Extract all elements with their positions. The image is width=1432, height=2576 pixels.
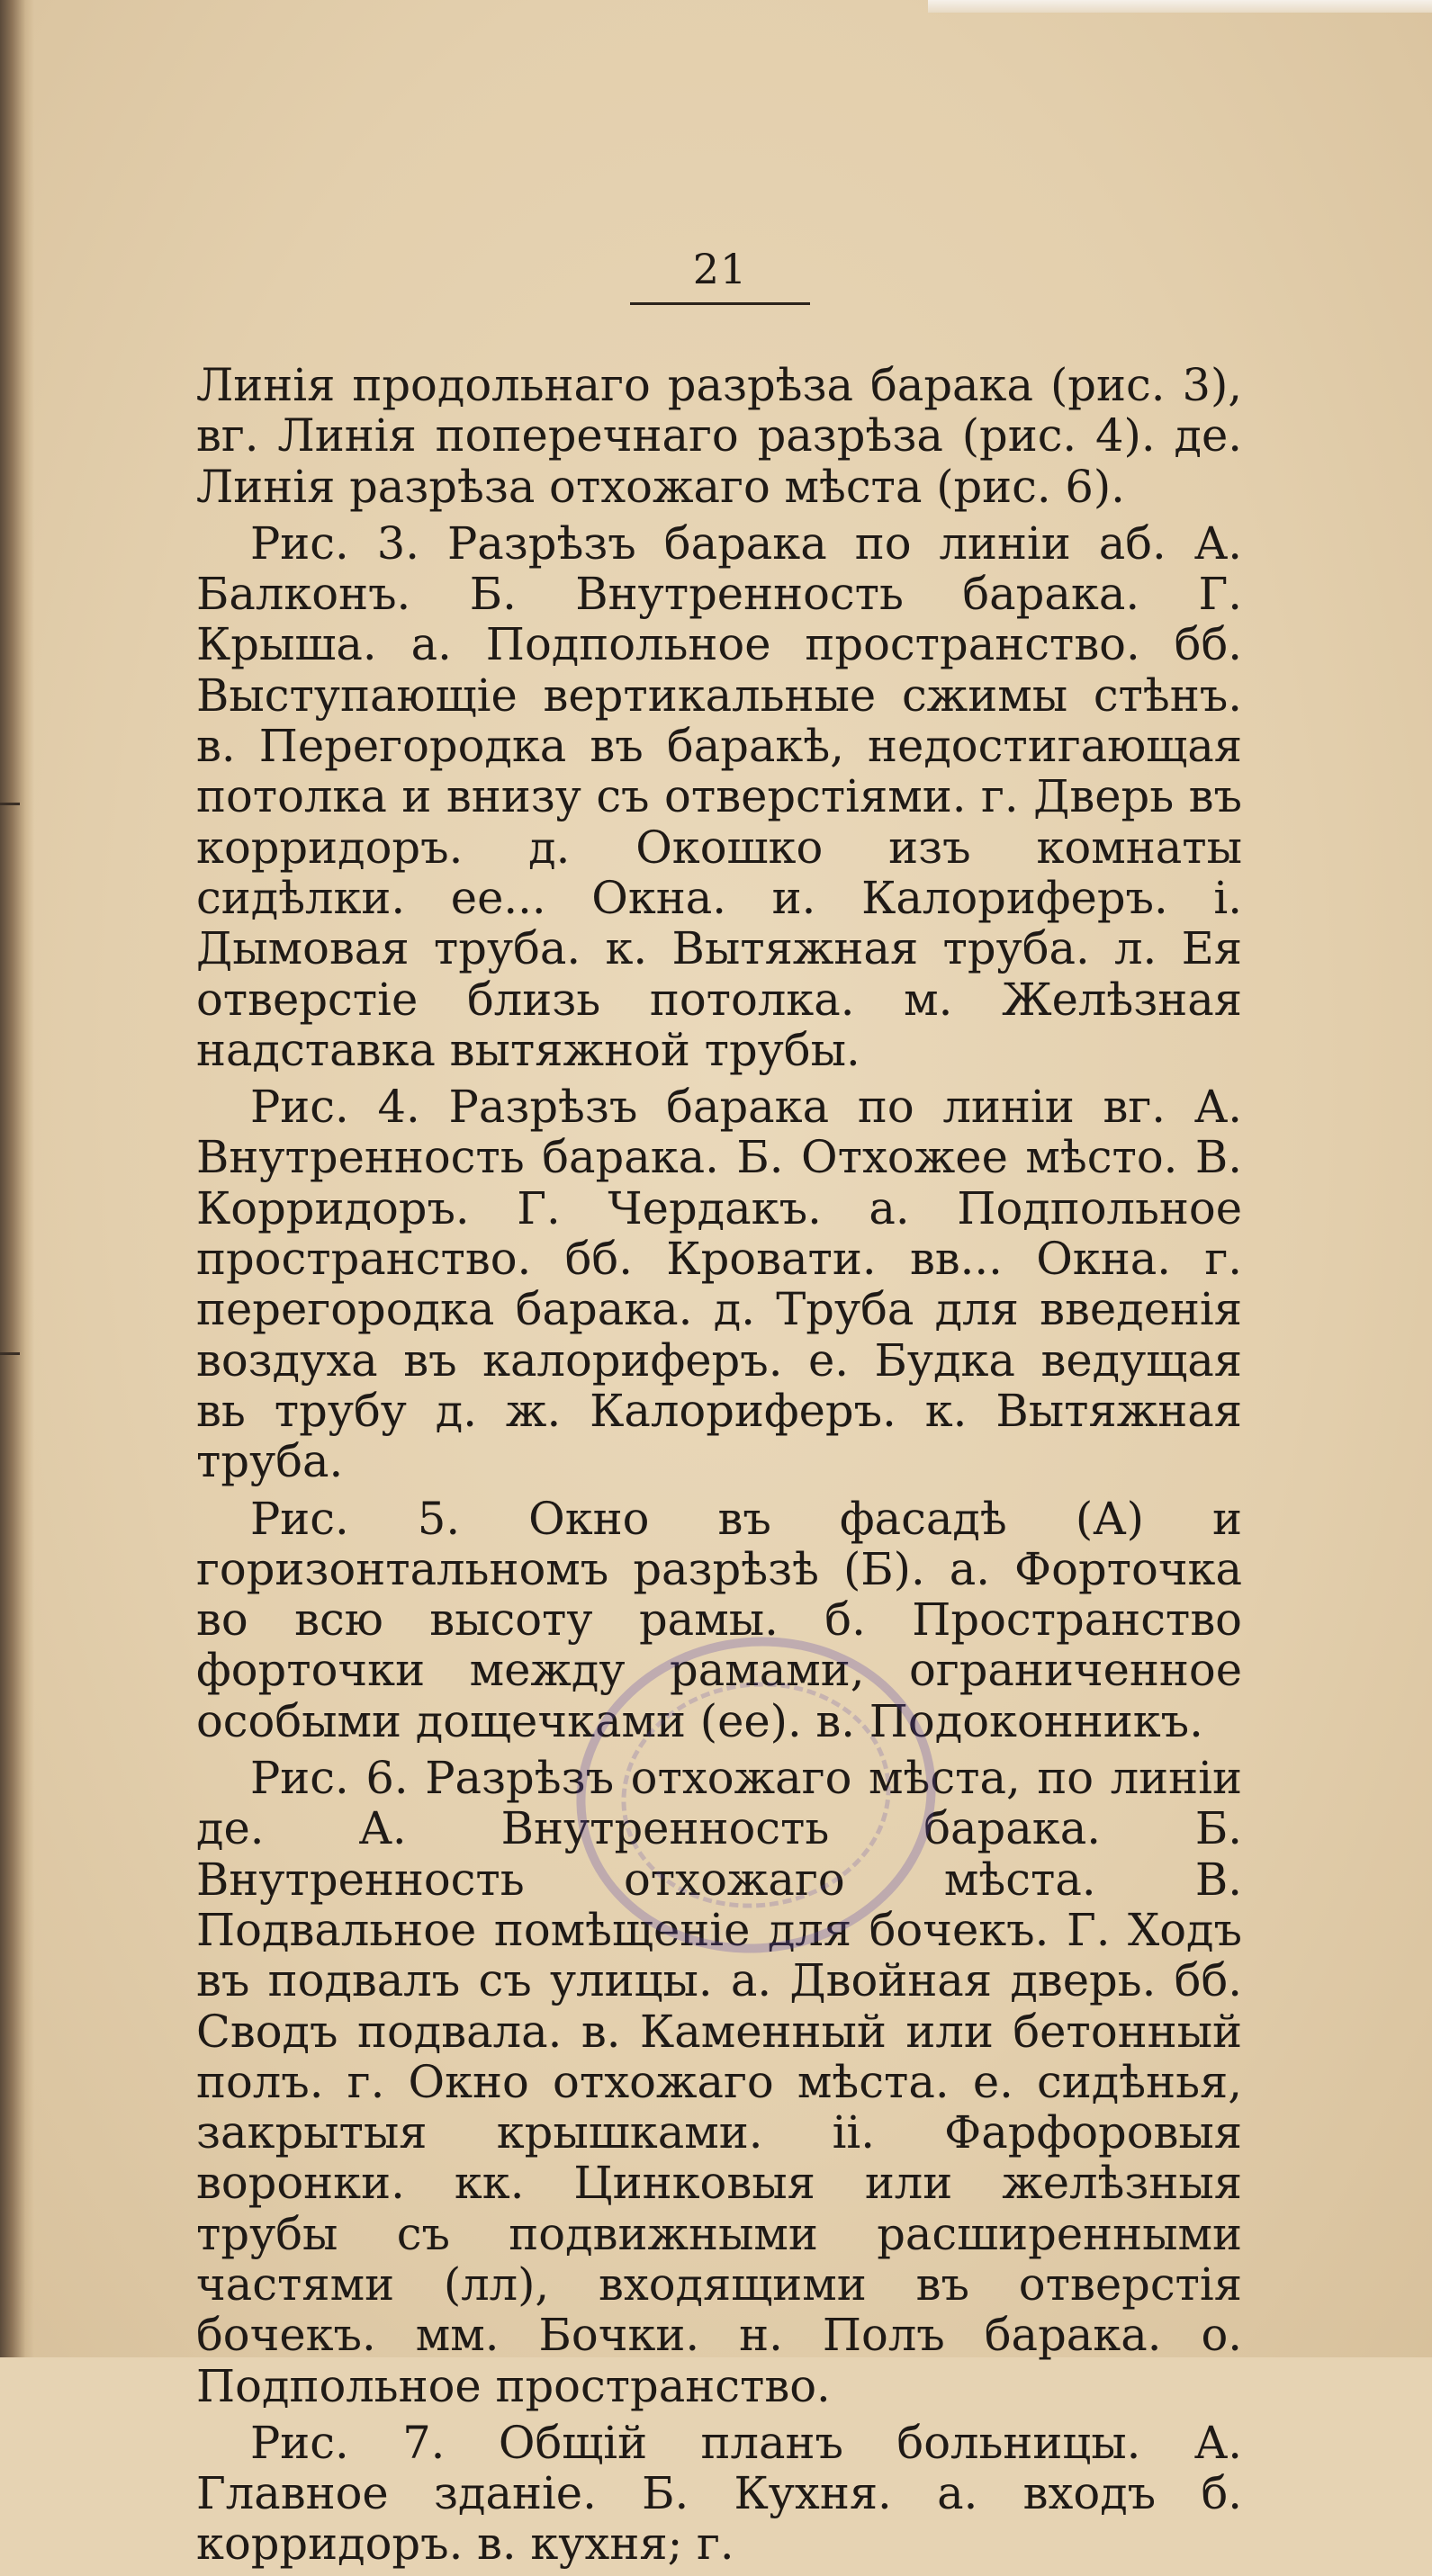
body-text <box>196 360 1242 2576</box>
paragraph-fig-6: Рис. 6. Разрѣзъ отхожаго мѣста, по линіи де. А. Внутренность барака. Б. Внутренность отхожаго мѣста. В. Подвальное помѣщеніе для бочекъ. Г. Ходъ въ подвалъ съ улицы. а. Двойная дверь. бб. Сводъ подвала. в. Каменный или бетонный полъ. г. Окно отхожаго мѣста. е. сидѣнья, закрытыя крышками. ii. Фарфоровыя воронки. кк. Цинковыя или желѣзныя трубы съ подвижными расширенными частями (лл), входящими въ отверстія бочекъ. мм. Бочки. н. Полъ барака. о. Подпольное пространство. <box>196 1752 1242 2412</box>
paragraph-fig-4: Рис. 4. Разрѣзъ барака по линіи вг. А. Внутренность барака. Б. Отхожее мѣсто. В. Корридоръ. Г. Чердакъ. а. Подпольное пространство. бб. Кровати. вв... Окна. г. перегородка барака. д. Труба для введенія воздуха въ калориферъ. е. Будка ведущая вь трубу д. ж. Калориферъ. к. Вытяжная труба. <box>196 1081 1242 1488</box>
page-number: 21 <box>692 245 748 293</box>
page-number-rule <box>630 302 810 305</box>
page-top-edge <box>928 0 1432 13</box>
paragraph-fig-3: Рис. 3. Разрѣзъ барака по линіи аб. А. Балконъ. Б. Внутренность барака. Г. Крыша. а. Подпольное пространство. бб. Выступающіе вертикальные сжимы стѣнъ. в. Перегородка въ баракѣ, недостигающая потолка и внизу съ отверстіями. г. Дверь въ корридоръ. д. Окошко изъ комнаты сидѣлки. ее... Окна. и. Калориферъ. і. Дымовая труба. к. Вытяжная труба. л. Ея отверстіе близь потолка. м. Желѣзная надставка вытяжной трубы. <box>196 516 1242 1076</box>
paragraph-section-lines: Линія продольнаго разрѣза барака (рис. 3), вг. Линія поперечнаго разрѣза (рис. 4). де. Линія разрѣза отхожаго мѣста (рис. 6). <box>196 359 1242 513</box>
margin-mark <box>0 1352 20 1355</box>
margin-mark <box>0 803 20 805</box>
paragraph-fig-5: Рис. 5. Окно въ фасадѣ (А) и горизонтальномъ разрѣзѣ (Б). а. Форточка во всю высоту рамы. б. Пространство форточки между рамами, ограниченное особыми дощечками (ее). в. Подоконникъ. <box>196 1492 1242 1747</box>
page-binding-shadow <box>0 0 34 2357</box>
paragraph-fig-7: Рис. 7. Общій планъ больницы. А. Главное зданіе. Б. Кухня. а. входъ б. корридоръ. в. кухня; г. <box>196 2416 1242 2571</box>
